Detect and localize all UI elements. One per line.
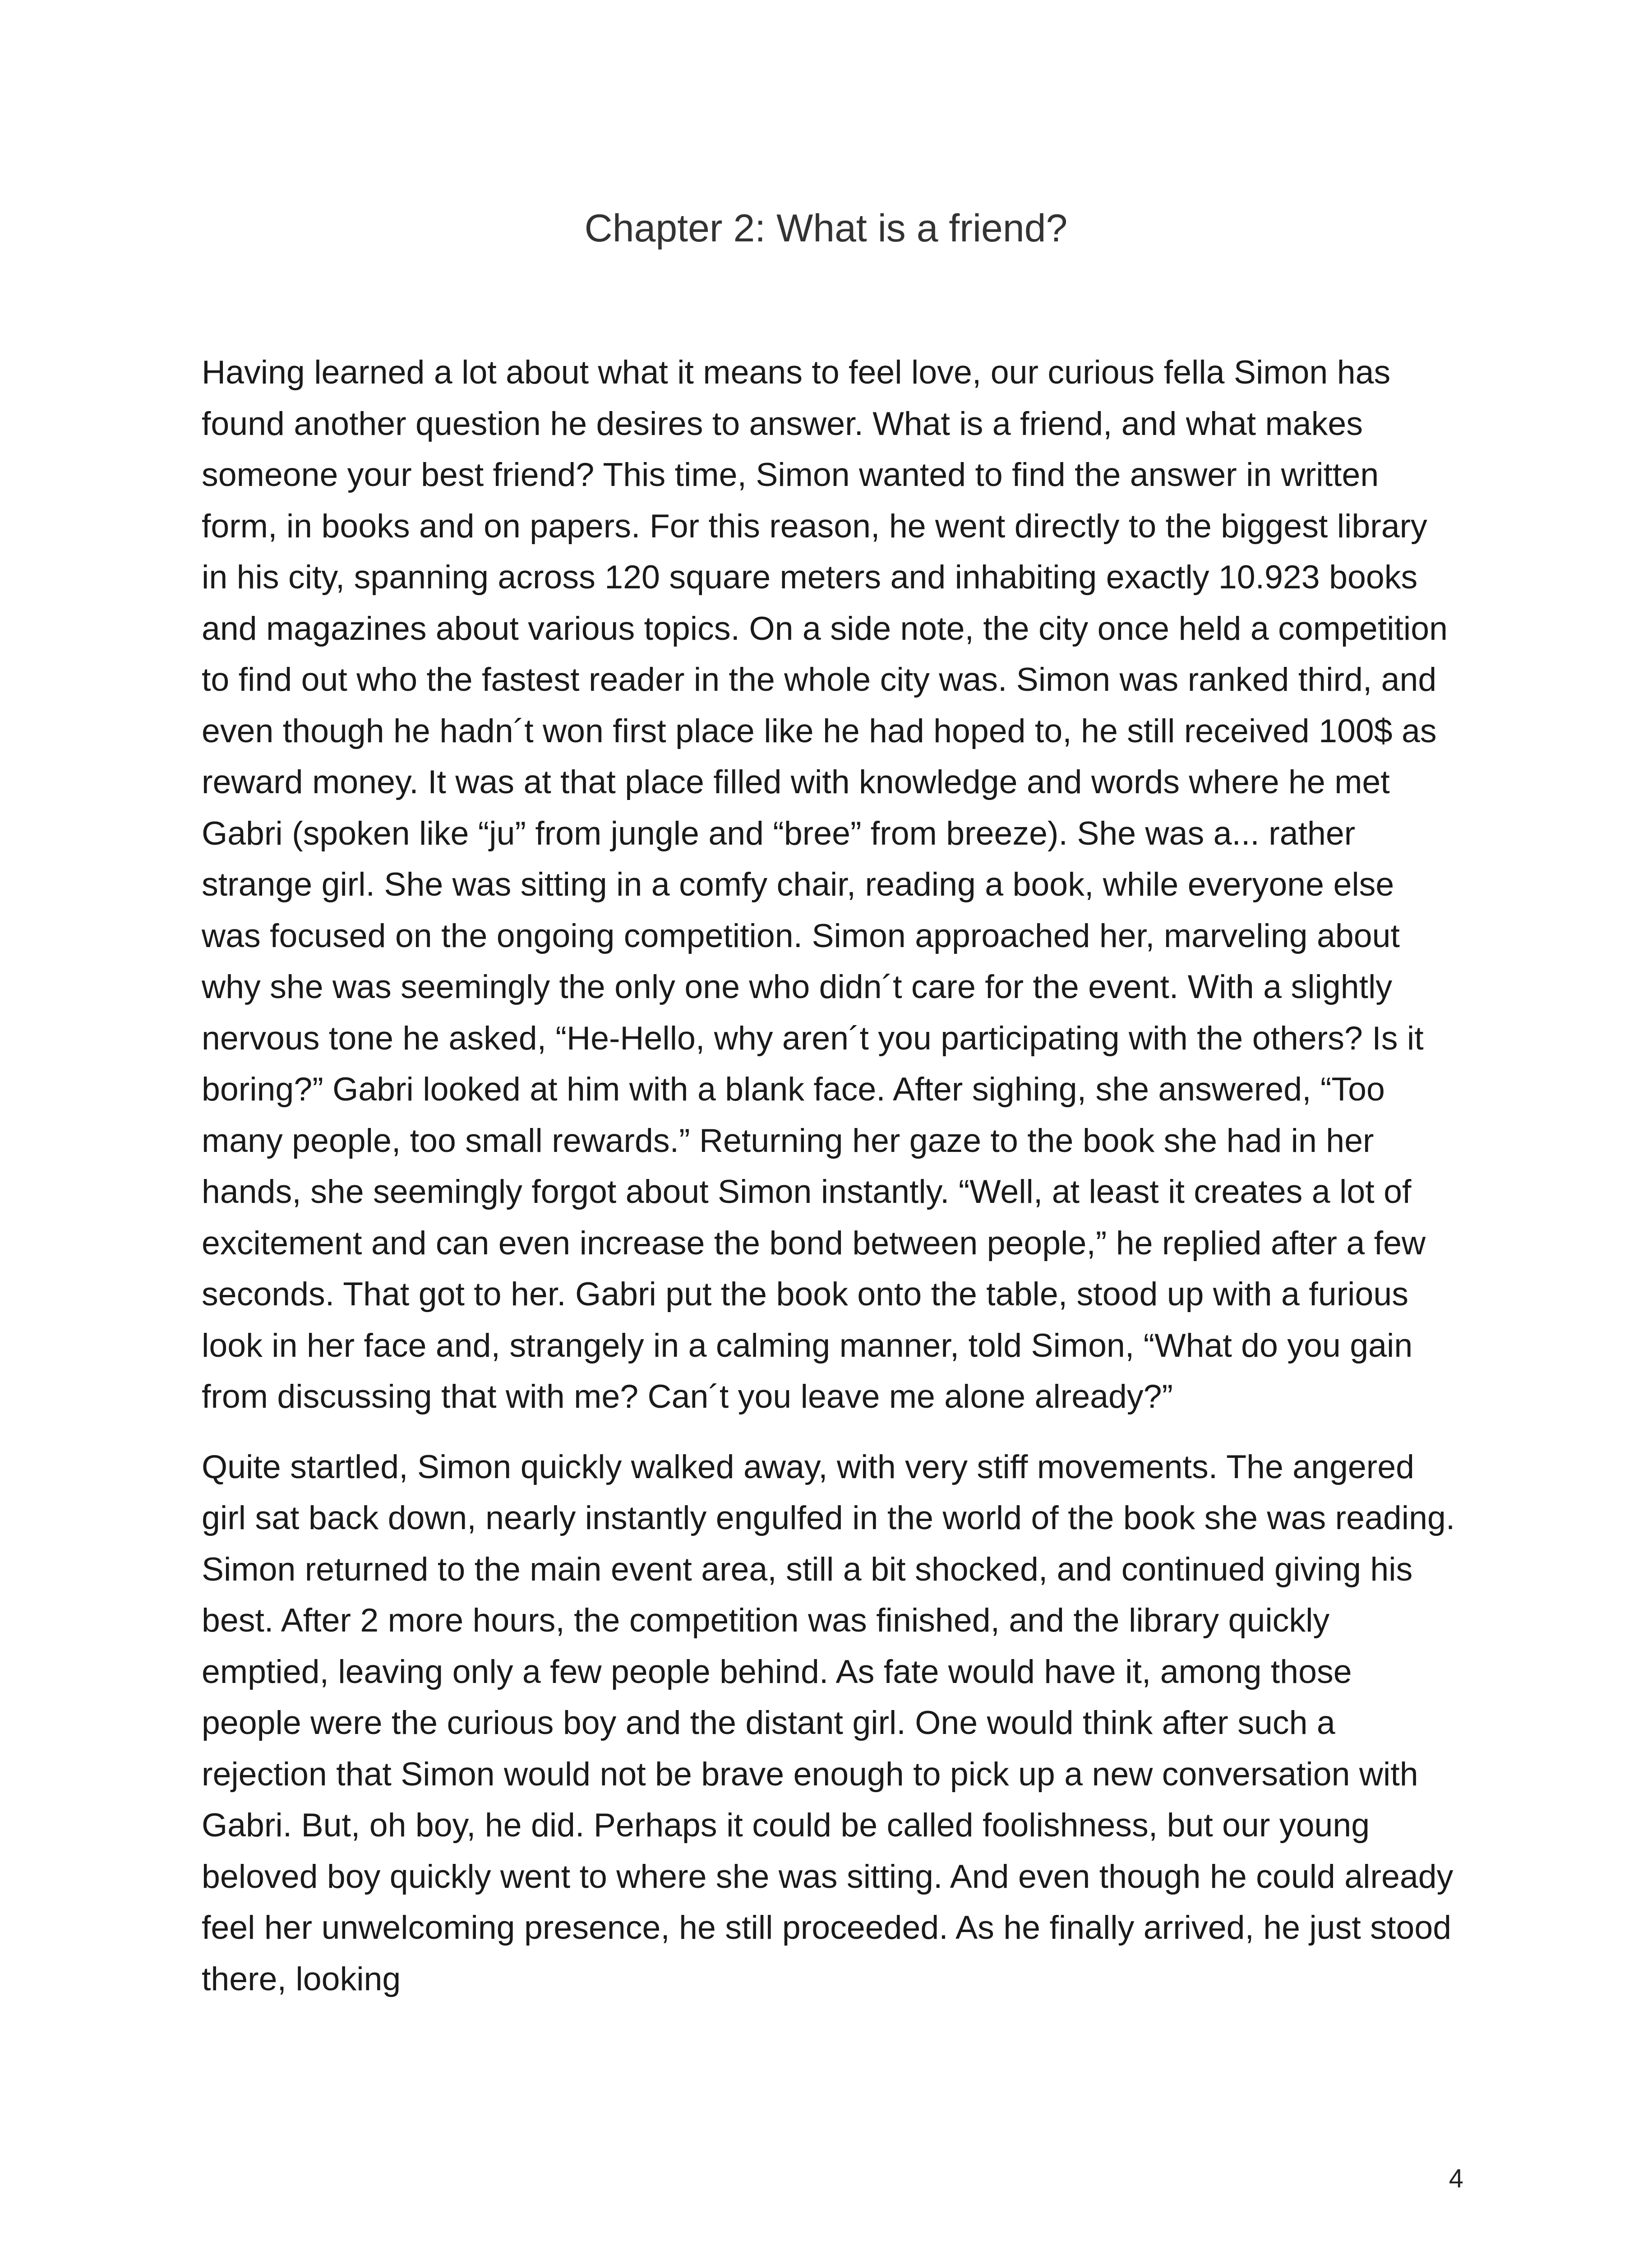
paragraph-2: Quite startled, Simon quickly walked away, with very stiff movements. The angered girl sat back down, nearly instantly engulfed in the world of the book she was reading. Simon returned to the main event area, still a bit shocked, and continued giving his best. After 2 more hours, the competition was finished, and the library quickly emptied, leaving only a few people behind. As fate would have it, among those people were the curious boy and the distant girl. One would think after such a rejection that Simon would not be brave enough to pick up a new conversation with Gabri. But, oh boy, he did. Perhaps it could be called foolishness, but our young beloved boy quickly went to where she was sitting. And even though he could already feel her unwelcoming presence, he still proceeded. As he finally arrived, he just stood there, looking bbox=[202, 1447, 1455, 1997]
page-number: 4 bbox=[1449, 2164, 1463, 2193]
paragraph-1: Having learned a lot about what it means to feel love, our curious fella Simon has found another question he desires to answer. What is a friend, and what makes someone your best friend? This time, Simon wanted to find the answer in written form, in books and on papers. For this reason, he went directly to the biggest library in his city, spanning across 120 square meters and inhabiting exactly 10.923 books and magazines about various topics. On a side note, the city once held a competition to find out who the fastest reader in the whole city was. Simon was ranked third, and even though he hadn´t won first place like he had hoped to, he still received 100$ as reward money. It was at that place filled with knowledge and words where he met Gabri (spoken like “ju” from jungle and “bree” from breeze). She was a... rather strange girl. She was sitting in a comfy chair, reading a book, while everyone else was focused on the ongoing competition. Simon approached her, marveling about why she was seemingly the only one who didn´t care for the event. With a slightly nervous tone he asked, “He-Hello, why aren´t you participating with the others? Is it boring?” Gabri looked at him with a blank face. After sighing, she answered, “Too many people, too small rewards.” Returning her gaze to the book she had in her hands, she seemingly forgot about Simon instantly. “Well, at least it creates a lot of excitement and can even increase the bond between people,” he replied after a few seconds. That got to her. Gabri put the book onto the table, stood up with a furious look in her face and, strangely in a calming manner, told Simon, “What do you gain from discussing that with me? Can´t you leave me alone already?” bbox=[202, 353, 1448, 1415]
body-text bbox=[202, 347, 1460, 2023]
chapter-title: Chapter 2: What is a friend? bbox=[584, 207, 1068, 250]
